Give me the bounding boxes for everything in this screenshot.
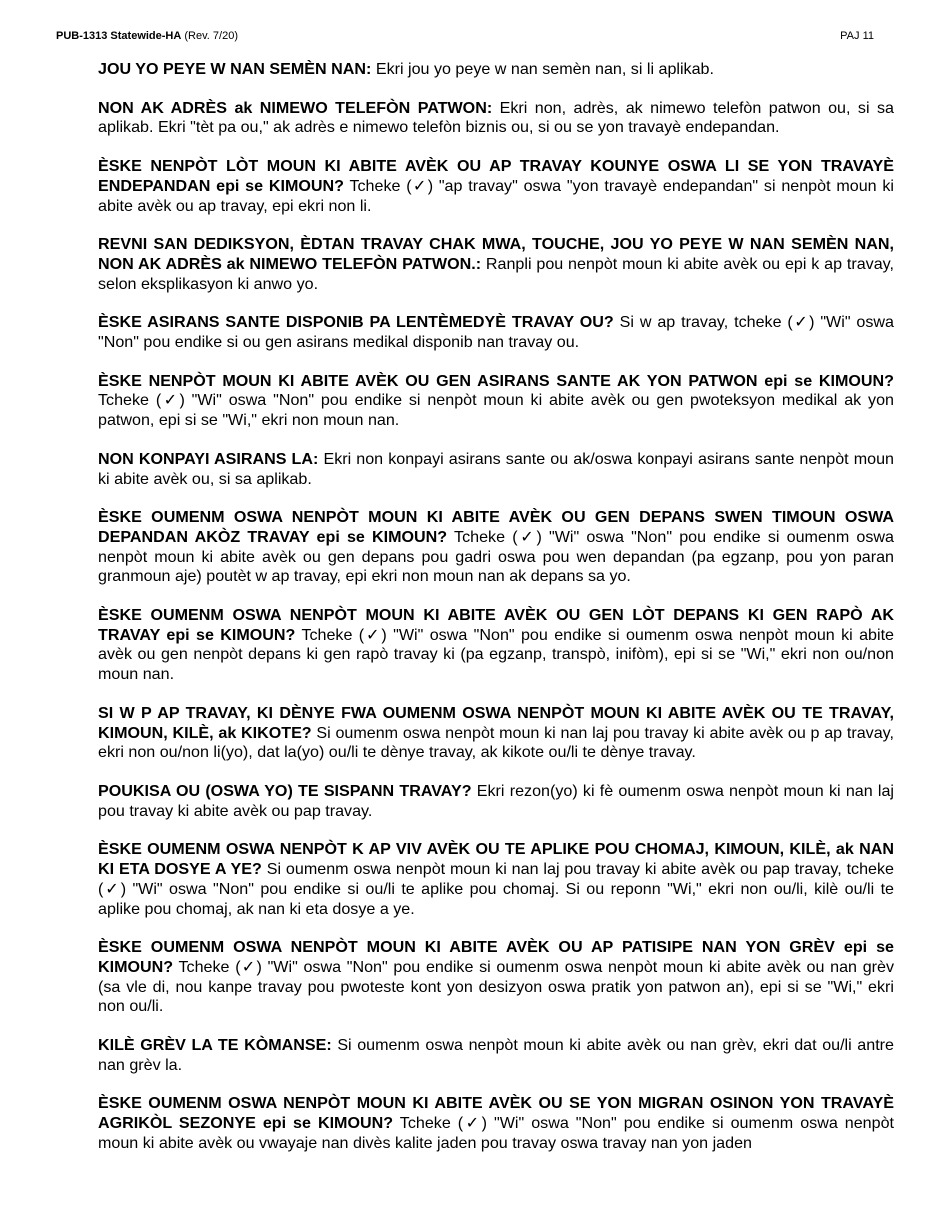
instruction-dependent-care — [98, 508, 894, 587]
instruction-payday — [98, 60, 894, 80]
instruction-employer-contact — [98, 99, 894, 138]
instruction-text: Si oumenm oswa nenpòt moun ki abite avèk ou nan grèv, ekri dat ou/li antre nan grèv la. — [98, 1036, 894, 1074]
form-revision: (Rev. 7/20) — [184, 30, 238, 42]
instruction-text: Si oumenm oswa nenpòt moun ki nan laj pou travay ki abite avèk ou p ap travay, ekri non ou/non li(yo), dat la(yo) ou/li te dènye travay, ak kikote ou/li te dènye travay. — [98, 723, 894, 762]
instruction-household-employment — [98, 157, 894, 216]
instruction-text: Tcheke (✓) "ap travay" oswa "yon travayè endepandan" si nenpòt moun ki abite avèk ou ap travay, epi ekri non li. — [98, 176, 894, 215]
instruction-text: Si oumenm oswa nenpòt moun ki nan laj pou travay ki abite avèk ou pap travay, tcheke (✓) "Wi" oswa "Non" pou endike si ou/li te aplike pou chomaj. Si ou reponn "Wi," ekri non ou/li, kilè ou/li te aplike pou chomaj, ak nan ki eta dosye a ye. — [98, 860, 894, 918]
instruction-health-insurance-job — [98, 313, 894, 352]
instruction-heading: ÈSKE NENPÒT MOUN KI ABITE AVÈK OU GEN ASIRANS SANTE AK YON PATWON epi se KIMOUN? — [98, 371, 894, 390]
instruction-unemployment — [98, 840, 894, 919]
instruction-text: Tcheke (✓) "Wi" oswa "Non" pou endike si nenpòt moun ki abite avèk ou gen pwoteksyon medikal ak yon patwon, epi si se "Wi," ekri non moun nan. — [98, 391, 894, 430]
instruction-text: Ekri rezon(yo) ki fè oumenm oswa nenpòt moun ki nan laj pou travay ki abite avèk ou pap travay. — [98, 781, 894, 820]
instruction-heading: JOU YO PEYE W NAN SEMÈN NAN: — [98, 60, 372, 78]
instructions-body — [98, 60, 894, 1173]
instruction-heading: ÈSKE OUMENM OSWA NENPÒT MOUN KI ABITE AVÈK OU SE YON MIGRAN OSINON YON TRAVAYÈ AGRIKÒL SEZONYE epi se KIMOUN? — [98, 1094, 894, 1133]
instruction-text: Tcheke (✓) "Wi" oswa "Non" pou endike si oumenm oswa nenpòt moun ki abite avèk ou gen depans pou gadri oswa pou wen depandan (pa egzanp, pou yon paran granmoun aje) poutèt w ap travay, epi ekri non moun nan ak depans sa yo. — [98, 527, 894, 586]
instruction-stopped-working — [98, 782, 894, 821]
instruction-heading: ÈSKE OUMENM OSWA NENPÒT K AP VIV AVÈK OU TE APLIKE POU CHOMAJ, KIMOUN, KILÈ, ak NAN KI ETA DOSYE A YE? — [98, 840, 894, 879]
instruction-insurance-company — [98, 450, 894, 489]
instruction-text: Ekri non konpayi asirans sante ou ak/oswa konpayi asirans sante nenpòt moun ki abite avèk ou, si sa aplikab. — [98, 449, 894, 488]
page-header — [56, 29, 874, 43]
instruction-heading: REVNI SAN DEDIKSYON, ÈDTAN TRAVAY CHAK MWA, TOUCHE, JOU YO PEYE W NAN SEMÈN NAN, NON AK ADRÈS ak NIMEWO TELEFÒN PATWON.: — [98, 235, 894, 273]
instruction-text: Ranpli pou nenpòt moun ki abite avèk ou epi k ap travay, selon eksplikasyon ki anwo yo. — [98, 254, 894, 293]
instruction-heading: NON AK ADRÈS ak NIMEWO TELEFÒN PATWON: — [98, 98, 493, 117]
instruction-health-insurance-household — [98, 372, 894, 431]
instruction-text: Tcheke (✓) "Wi" oswa "Non" pou endike si oumenm oswa nenpòt moun ki abite avèk ou gen nenpòt depans ki gen rapò travay ki (pa egzanp, transpò, inifòm), epi si se "Wi," ekri non ou/non moun nan. — [98, 625, 894, 684]
instruction-heading: ÈSKE ASIRANS SANTE DISPONIB PA LENTÈMEDYÈ TRAVAY OU? — [98, 313, 614, 332]
instruction-heading: SI W P AP TRAVAY, KI DÈNYE FWA OUMENM OSWA NENPÒT MOUN KI ABITE AVÈK OU TE TRAVAY, KIMOUN, KILÈ, ak KIKOTE? — [98, 703, 894, 742]
instruction-heading: ÈSKE OUMENM OSWA NENPÒT MOUN KI ABITE AVÈK OU GEN DEPANS SWEN TIMOUN OSWA DEPANDAN AKÒZ TRAVAY epi se KIMOUN? — [98, 508, 894, 546]
instruction-migrant-worker — [98, 1094, 894, 1153]
page-number: PAJ 11 — [840, 30, 874, 42]
form-number: PUB-1313 Statewide-HA — [56, 30, 182, 42]
instruction-last-worked — [98, 704, 894, 763]
instruction-heading: KILÈ GRÈV LA TE KÒMANSE: — [98, 1036, 332, 1055]
instruction-text: Ekri non, adrès, ak nimewo telefòn patwon ou, si sa aplikab. Ekri "tèt pa ou," ak adrès e nimewo telefòn biznis ou, si ou se yon travayè endepandan. — [98, 98, 894, 137]
instruction-heading: NON KONPAYI ASIRANS LA: — [98, 449, 319, 468]
instruction-text: Tcheke (✓) "Wi" oswa "Non" pou endike si oumenm oswa nenpòt moun ki abite avèk ou vwayaje nan divès kalite jaden pou travay oswa travay nan yon jaden — [98, 1114, 894, 1152]
instruction-text: Si w ap travay, tcheke (✓) "Wi" oswa "Non" pou endike si ou gen asirans medikal disponib nan travay ou. — [98, 313, 894, 352]
instruction-work-expenses — [98, 606, 894, 685]
instruction-text: Ekri jou yo peye w nan semèn nan, si li aplikab. — [375, 60, 714, 78]
instruction-heading: ÈSKE OUMENM OSWA NENPÒT MOUN KI ABITE AVÈK OU GEN LÒT DEPANS KI GEN RAPÒ AK TRAVAY epi se KIMOUN? — [98, 606, 894, 644]
instruction-strike — [98, 938, 894, 1017]
instruction-heading: POUKISA OU (OSWA YO) TE SISPANN TRAVAY? — [98, 781, 472, 800]
instruction-heading: ÈSKE OUMENM OSWA NENPÒT MOUN KI ABITE AVÈK OU AP PATISIPE NAN YON GRÈV epi se KIMOUN? — [98, 938, 894, 976]
form-identifier — [56, 29, 238, 43]
instruction-household-income — [98, 235, 894, 294]
instruction-text: Tcheke (✓) "Wi" oswa "Non" pou endike si oumenm oswa nenpòt moun ki abite avèk ou nan grèv (sa vle di, nou kanpe travay pou pwoteste kont yon desizyon oswa pratik yon patwon an), epi si se "Wi," ekri non ou/li. — [98, 957, 895, 1016]
instruction-heading: ÈSKE NENPÒT LÒT MOUN KI ABITE AVÈK OU AP TRAVAY KOUNYE OSWA LI SE YON TRAVAYÈ ENDEPANDAN epi se KIMOUN? — [98, 157, 894, 195]
instruction-strike-start — [98, 1036, 894, 1075]
